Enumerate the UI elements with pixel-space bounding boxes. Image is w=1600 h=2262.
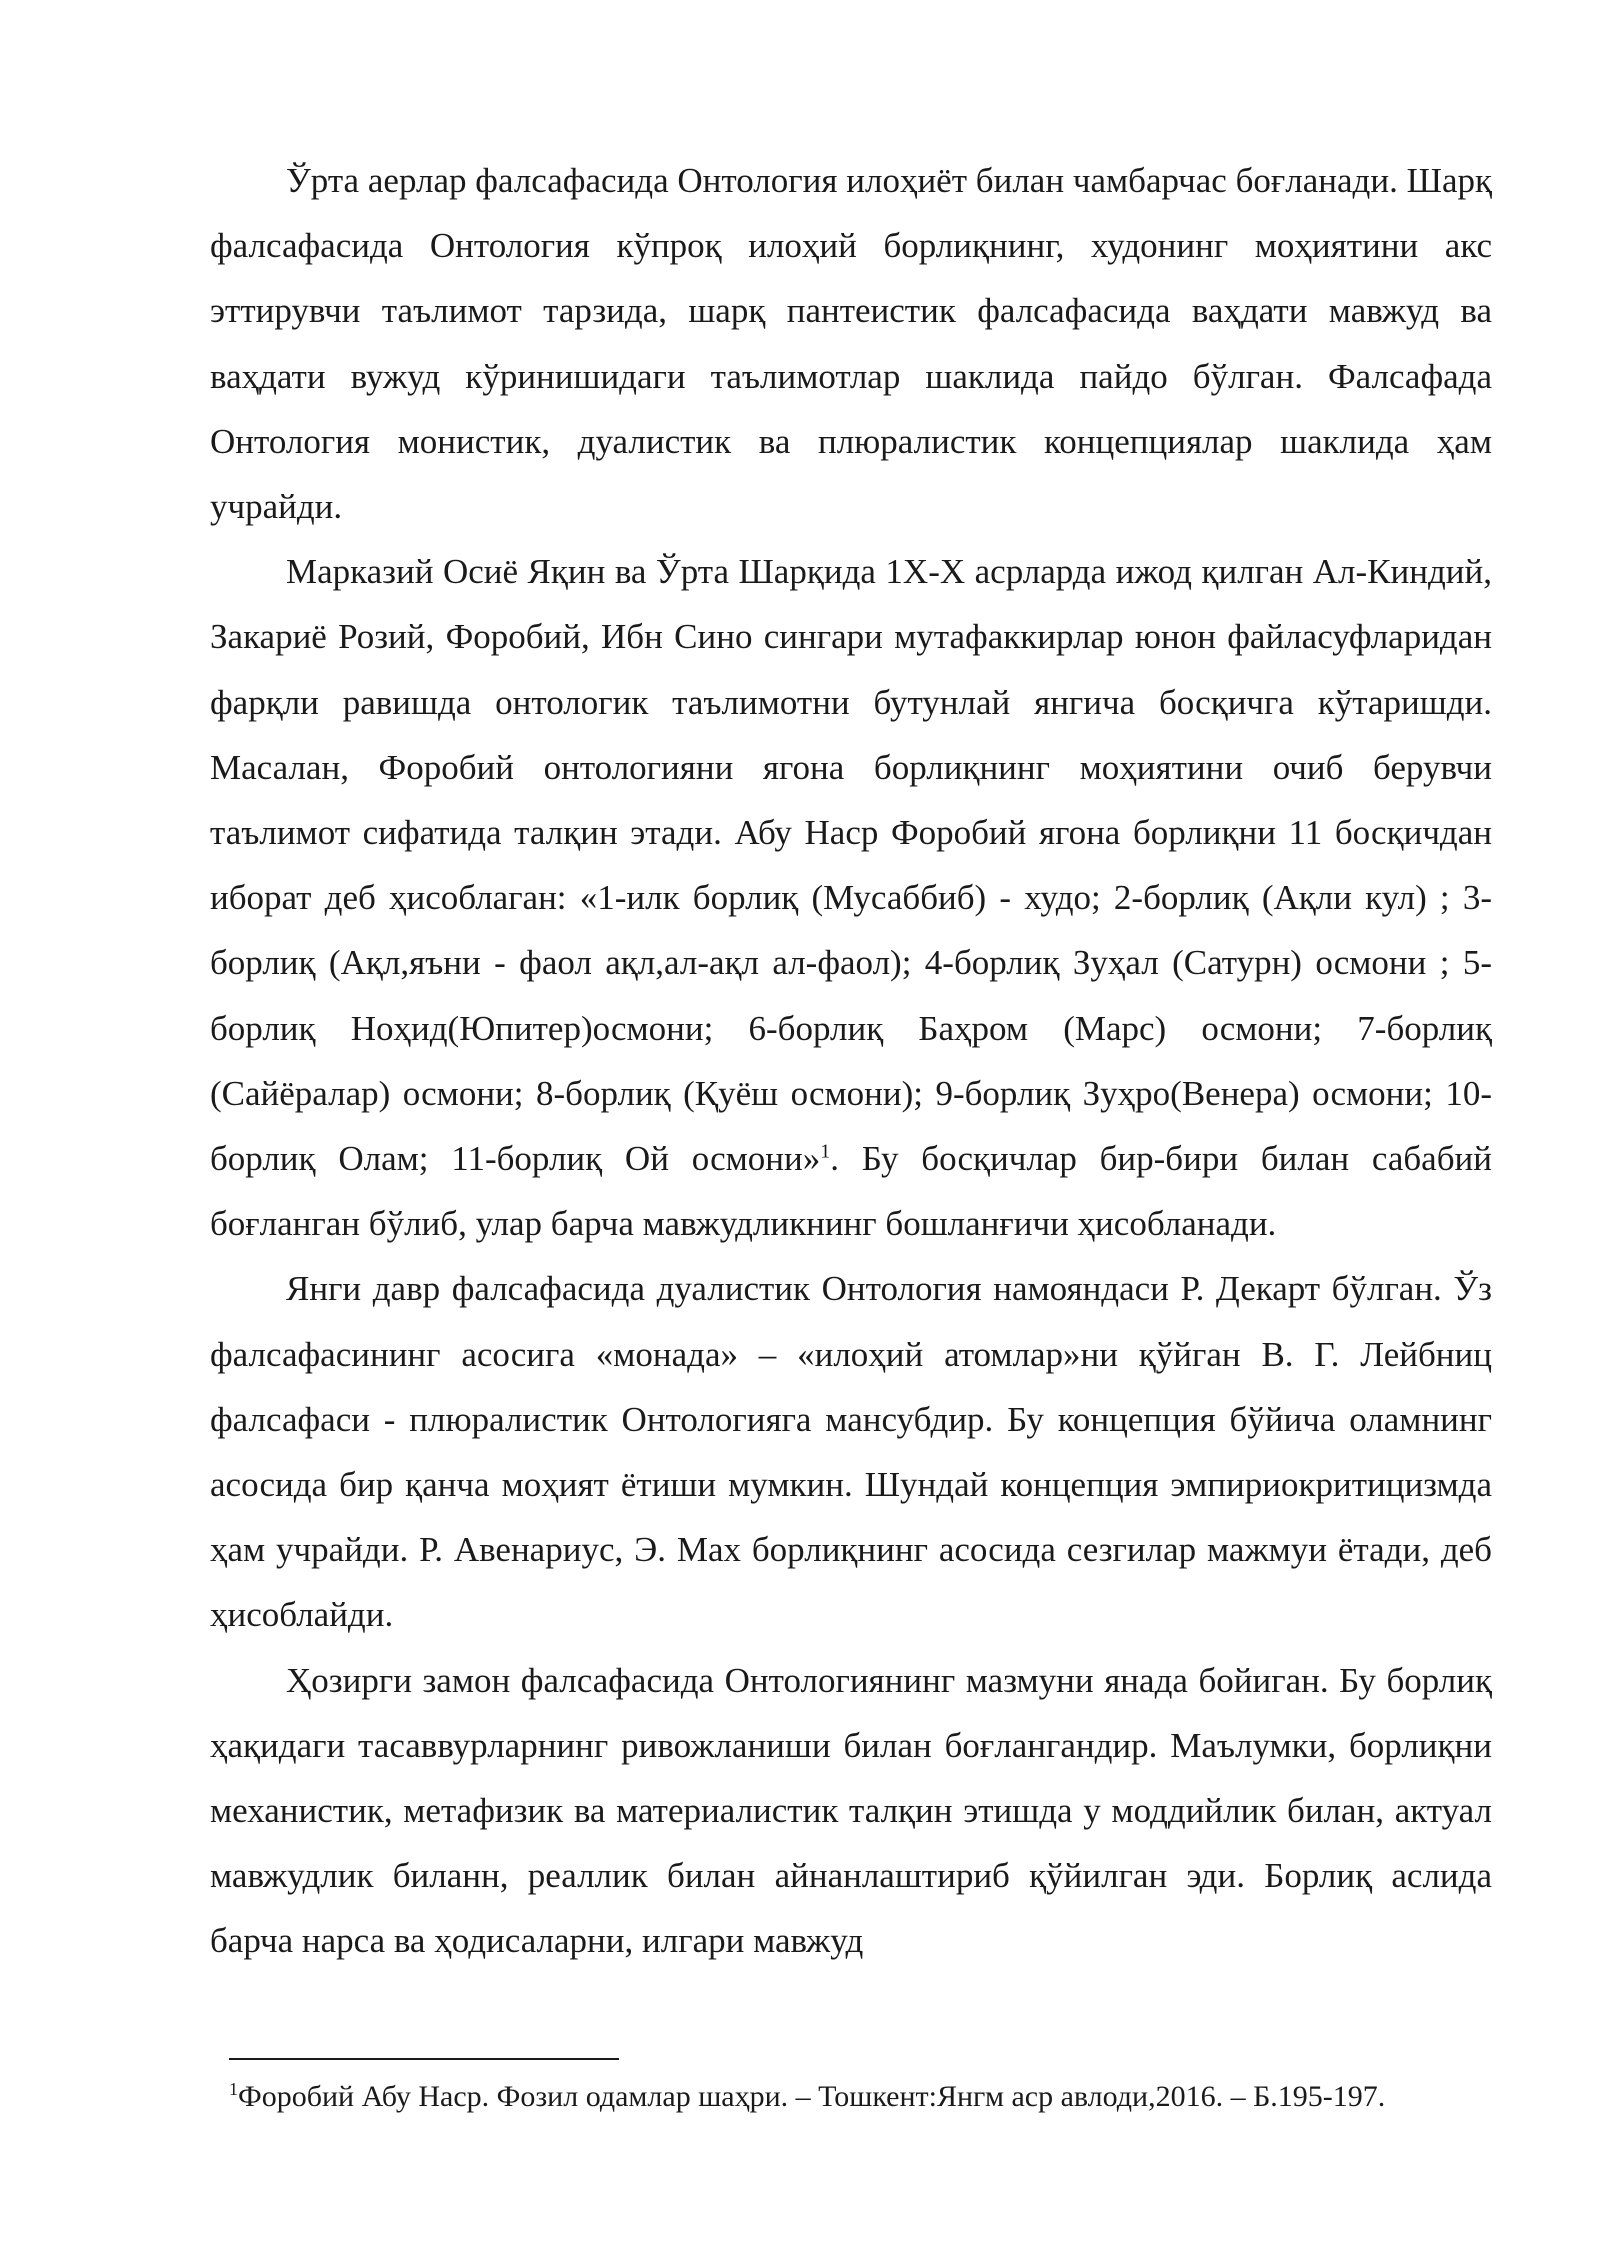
footnote	[229, 2076, 1493, 2118]
paragraph-2-text-continued: . Бу босқичлар бир-бири билан сабабий боғланган бўлиб, улар барча мавжудликнинг бошланғичи ҳисобланади.	[210, 1139, 1492, 1244]
paragraph-2-text: Марказий Осиё Яқин ва Ўрта Шарқида 1Х-Х асрларда ижод қилган Ал-Киндий, Закариё Розий, Форобий, Ибн Сино сингари мутафаккирлар юнон файласуфларидан фарқли равишда онтологик таълимотни бутунлай янгича босқичга кўтаришди. Масалан, Форобий онтологияни ягона борлиқнинг моҳиятини очиб берувчи таълимот сифатида талқин этади. Абу Наср Форобий ягона борлиқни 11 босқичдан иборат деб ҳисоблаган: «1-илк борлиқ (Мусаббиб) - худо; 2-борлиқ (Ақли кул) ; 3-борлиқ (Ақл,яъни - фаол ақл,ал-ақл ал-фаол); 4-борлиқ Зуҳал (Сатурн) осмони ; 5-борлиқ Ноҳид(Юпитер)осмони; 6-борлиқ Баҳром (Марс) осмони; 7-борлиқ (Сайёралар) осмони; 8-борлиқ (Қуёш осмони); 9-борлиқ Зуҳро(Венера) осмони; 10-борлиқ Олам; 11-борлиқ Ой осмони»	[210, 552, 1492, 1179]
body-text	[210, 148, 1492, 1974]
paragraph-3: Янги давр фалсафасида дуалистик Онтология намояндаси Р. Декарт бўлган. Ўз фалсафасининг асосига «монада» – «илоҳий атомлар»ни қўйган В. Г. Лейбниц фалсафаси - плюралистик Онтологияга мансубдир. Бу концепция бўйича оламнинг асосида бир қанча моҳият ётиши мумкин. Шундай концепция эмпириокритицизмда ҳам учрайди. Р. Авенариус, Э. Мах борлиқнинг асосида сезгилар мажмуи ётади, деб ҳисоблайди.	[210, 1269, 1492, 1635]
paragraph-2	[210, 539, 1492, 1256]
footnote-text: Форобий Абу Наср. Фозил одамлар шаҳри. – Тошкент:Янгм аср авлоди,2016. – Б.195-197.	[238, 2080, 1386, 2113]
footnote-number: 1	[229, 2079, 238, 2099]
footnote-reference[interactable]: 1	[820, 1140, 831, 1163]
paragraph-1: Ўрта аерлар фалсафасида Онтология илоҳиёт билан чамбарчас боғланади. Шарқ фалсафасида Онтология кўпроқ илоҳий борлиқнинг, худонинг моҳиятини акс эттирувчи таълимот тарзида, шарқ пантеистик фалсафасида ваҳдати мавжуд ва ваҳдати вужуд кўринишидаги таълимотлар шаклида пайдо бўлган. Фалсафада Онтология монистик, дуалистик ва плюралистик концепциялар шаклида ҳам учрайди.	[210, 161, 1492, 527]
paragraph-4: Ҳозирги замон фалсафасида Онтологиянинг мазмуни янада бойиган. Бу борлиқ ҳақидаги тасаввурларнинг ривожланиши билан боғлангандир. Маълумки, борлиқни механистик, метафизик ва материалистик талқин этишда у моддийлик билан, актуал мавжудлик биланн, реаллик билан айнанлаштириб қўйилган эди. Борлиқ аслида барча нарса ва ҳодисаларни, илгари мавжуд	[210, 1660, 1492, 1961]
footnote-separator	[229, 2058, 619, 2060]
